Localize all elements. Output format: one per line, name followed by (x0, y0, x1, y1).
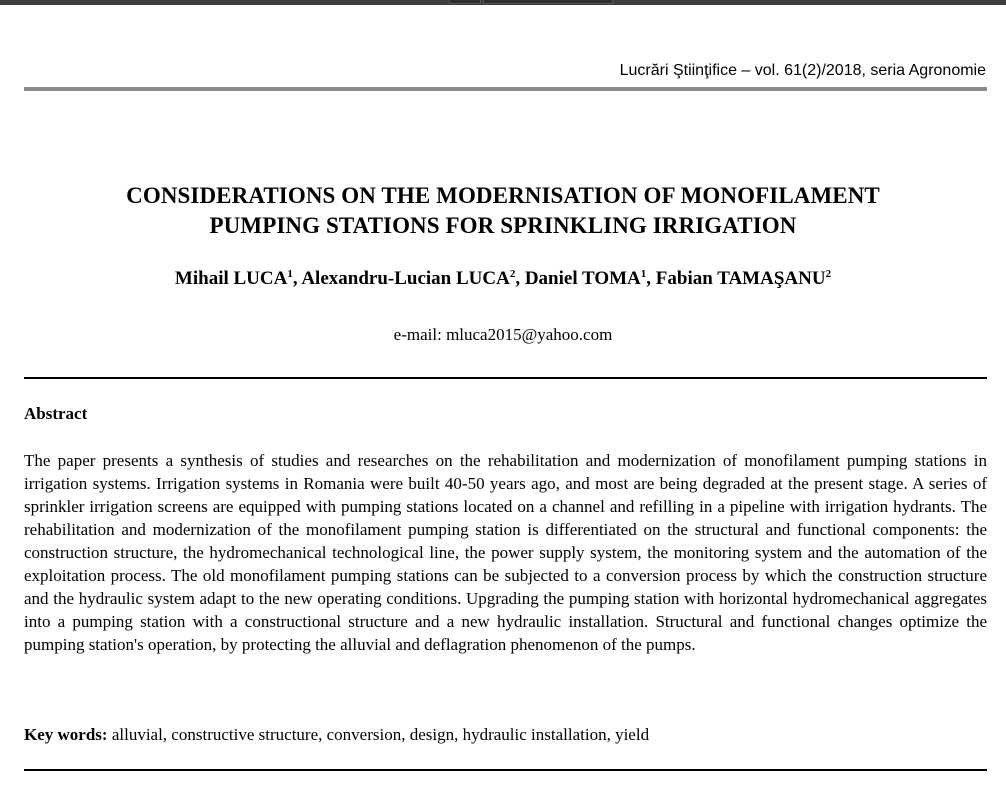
author-affiliation: 2 (825, 268, 832, 280)
toolbar-control[interactable] (449, 0, 481, 4)
author-affiliation: 2 (509, 268, 516, 280)
author-affiliation: 1 (640, 268, 647, 280)
header-rule (24, 87, 987, 91)
section-divider-top (24, 377, 987, 379)
paper-title (0, 181, 1006, 241)
author-separator: , (646, 268, 656, 289)
author-name: Alexandru-Lucian LUCA (301, 268, 510, 289)
author-separator: , (292, 268, 302, 289)
author-list (0, 268, 1006, 290)
title-line-2: PUMPING STATIONS FOR SPRINKLING IRRIGATION (209, 213, 797, 238)
toolbar-field[interactable] (483, 0, 613, 4)
author-affiliation: 1 (287, 268, 293, 280)
keywords-text: alluvial, constructive structure, conversion, design, hydraulic installation, yield (107, 725, 650, 744)
contact-email: e-mail: mluca2015@yahoo.com (393, 325, 613, 344)
journal-running-header: Lucrări Ştiinţifice – vol. 61(2)/2018, seria Agronomie (619, 62, 986, 79)
title-line-1: CONSIDERATIONS ON THE MODERNISATION OF MONOFILAMENT (126, 183, 880, 208)
keywords (24, 725, 649, 745)
author-name: Mihail LUCA (174, 268, 288, 289)
keywords-label: Key words: (24, 725, 108, 744)
author-name: Daniel TOMA (524, 268, 641, 289)
abstract-text: The paper presents a synthesis of studies and researches on the rehabilitation and modernization of monofilament pumping stations in irrigation systems. Irrigation systems in Romania were built 40-50 years ago, and most are being degraded at the present stage. A series of sprinkler irrigation screens are equipped with pumping stations located on a channel and refilling in a pipeline with irrigation hydrants. The rehabilitation and modernization of the monofilament pumping station is differentiated on the structural and functional components: the construction structure, the hydromechanical technological line, the power supply system, the monitoring system and the automation of the exploitation process. The old monofilament pumping stations can be subjected to a conversion process by which the construction structure and the hydraulic system adapt to the new operating conditions. Upgrading the pumping station with horizontal hydromechanical aggregates into a pumping station with a constructional structure and a new hydraulic installation. Structural and functional changes optimize the pumping station's operation, by protecting the alluvial and deflagration phenomenon of the pumps. (24, 451, 987, 654)
section-divider-bottom (24, 769, 987, 771)
viewer-toolbar (0, 0, 1006, 5)
author-name: Fabian TAMAŞANU (655, 268, 826, 289)
author-separator: , (515, 268, 525, 289)
abstract-heading: Abstract (24, 404, 88, 423)
